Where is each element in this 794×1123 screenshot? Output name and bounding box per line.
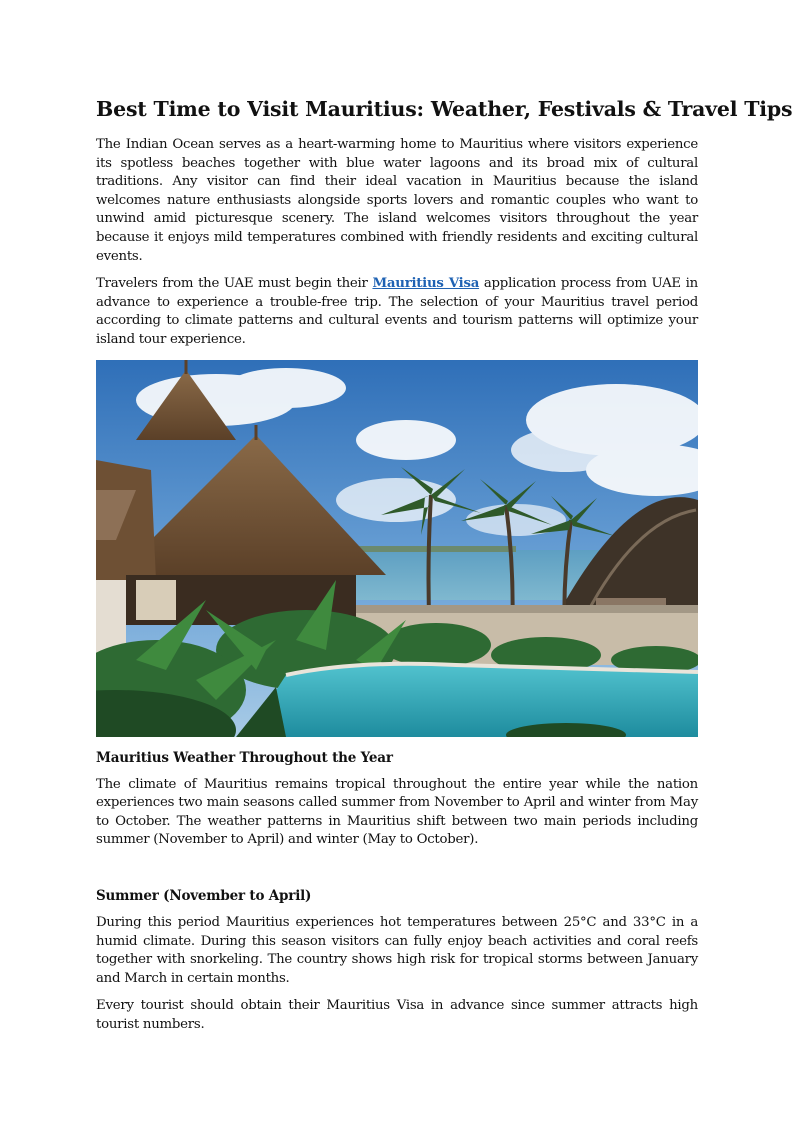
mauritius-visa-link[interactable]: Mauritius Visa — [372, 276, 480, 292]
visa-paragraph — [96, 275, 698, 349]
visa-paragraph-before: Travelers from the UAE must begin their — [96, 276, 373, 292]
summer-heading: Summer (November to April) — [96, 887, 312, 904]
intro-paragraph: The Indian Ocean serves as a heart-warming home to Mauritius where visitors experience its spotless beaches together with blue water lagoons and its broad mix of cultural traditions. Any visitor can find their ideal vacation in Mauritius because the island welcomes nature enthusiasts alongside sports lovers and romantic couples who want to unwind amid picturesque scenery. The island welcomes visitors throughout the year because it enjoys mild temperatures combined with friendly residents and exciting cultural events. — [96, 137, 698, 264]
weather-heading: Mauritius Weather Throughout the Year — [96, 749, 393, 766]
summer-tip-paragraph: Every tourist should obtain their Mauritius Visa in advance since summer attracts high tourist numbers. — [96, 998, 698, 1032]
resort-photo — [96, 360, 698, 737]
article — [96, 94, 793, 1043]
weather-paragraph: The climate of Mauritius remains tropical throughout the entire year while the nation experiences two main seasons called summer from November to April and winter from May to October. The weather patterns in Mauritius shift between two main periods including summer (November to April) and winter (May to October). — [96, 776, 698, 848]
pool — [246, 663, 698, 736]
section-spacer — [96, 859, 698, 887]
summer-paragraph: During this period Mauritius experiences hot temperatures between 25°C and 33°C in a humid climate. During this season visitors can fully enjoy beach activities and coral reefs together with snorkeling. The country shows high risk for tropical storms between January and March in certain months. — [96, 914, 698, 986]
visa-paragraph-after: application process from UAE in advance to experience a trouble-free trip. The selection of your Mauritius travel period according to climate patterns and cultural events and tourism patterns will optimize your island tour experience. — [96, 276, 698, 347]
deck-shade — [326, 605, 698, 613]
page-title: Best Time to Visit Mauritius: Weather, Festivals & Travel Tips — [96, 97, 793, 121]
